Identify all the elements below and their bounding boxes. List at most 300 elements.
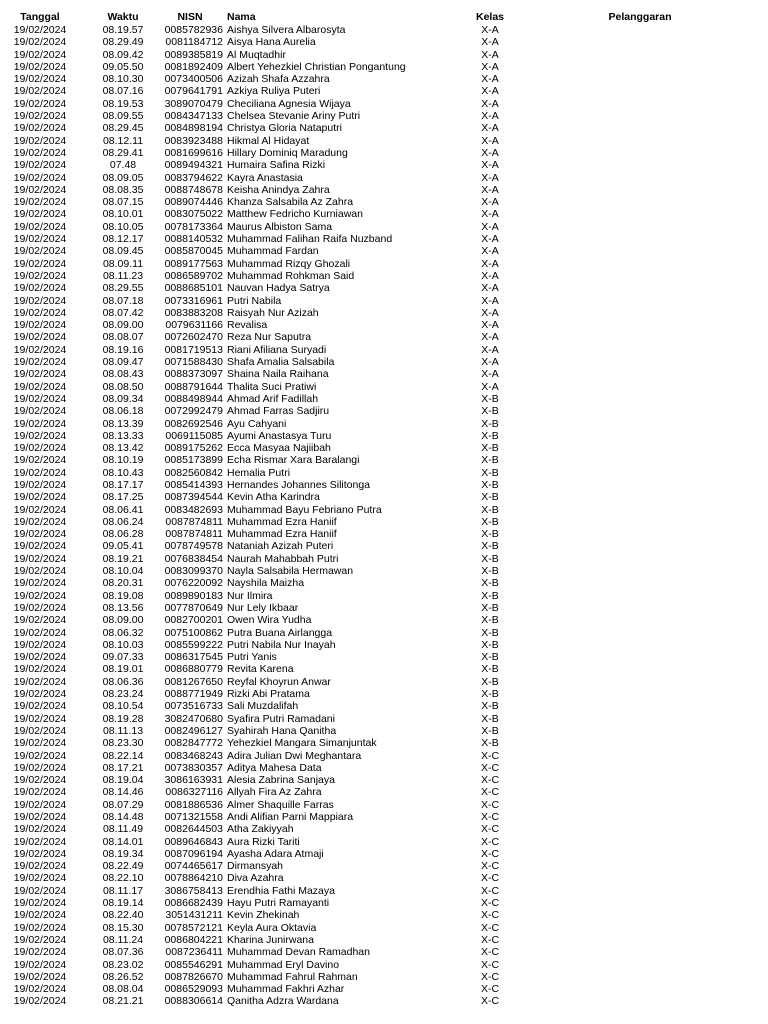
- cell-nama: Hillary Dominiq Maradung: [227, 146, 348, 159]
- table-row: [0, 651, 768, 663]
- cell-waktu: 08.22.49: [102, 860, 144, 873]
- cell-kelas: X-C: [480, 958, 500, 971]
- cell-waktu: 08.07.42: [102, 306, 144, 319]
- cell-waktu: 08.19.08: [102, 589, 144, 602]
- cell-nisn: 0075100862: [164, 626, 223, 639]
- cell-nama: Allyah Fira Az Zahra: [227, 786, 322, 799]
- table-row: [0, 221, 768, 233]
- table-row: [0, 848, 768, 860]
- cell-waktu: 08.29.55: [102, 282, 144, 295]
- cell-tanggal: 19/02/2024: [13, 196, 67, 209]
- cell-kelas: X-C: [480, 860, 500, 873]
- cell-nama: Checiliana Agnesia Wijaya: [227, 97, 351, 110]
- cell-nama: Reza Nur Saputra: [227, 331, 312, 344]
- table-row: [0, 553, 768, 565]
- table-row: [0, 836, 768, 848]
- cell-tanggal: 19/02/2024: [13, 724, 67, 737]
- cell-kelas: X-A: [481, 294, 499, 307]
- cell-nisn: 0087874811: [165, 515, 223, 528]
- cell-waktu: 08.17.25: [102, 491, 144, 504]
- cell-kelas: X-B: [481, 601, 499, 614]
- table-row: [0, 208, 768, 220]
- cell-waktu: 08.09.05: [102, 171, 144, 184]
- cell-nama: Revalisa: [227, 319, 268, 332]
- cell-tanggal: 19/02/2024: [13, 24, 67, 36]
- cell-tanggal: 19/02/2024: [13, 245, 67, 258]
- cell-nisn: 0089074446: [164, 196, 223, 209]
- table-row: [0, 676, 768, 688]
- cell-waktu: 08.22.10: [102, 872, 144, 885]
- table-row: [0, 786, 768, 798]
- cell-nisn: 3082470680: [164, 712, 223, 725]
- cell-nisn: 0073316961: [164, 294, 223, 307]
- cell-waktu: 08.10.54: [102, 700, 144, 713]
- cell-tanggal: 19/02/2024: [13, 233, 67, 246]
- cell-tanggal: 19/02/2024: [13, 392, 67, 405]
- table-row: [0, 627, 768, 639]
- cell-nama: Kevin Atha Karindra: [227, 491, 320, 504]
- cell-nama: Nur Ilmira: [227, 589, 273, 602]
- cell-nama: Muhammad Ezra Haniif: [227, 515, 337, 528]
- cell-nisn: 0083468243: [164, 749, 223, 762]
- cell-nama: Azizah Shafa Azzahra: [227, 73, 330, 86]
- table-row: [0, 688, 768, 700]
- cell-nama: Owen Wira Yudha: [227, 614, 312, 627]
- cell-nisn: 0082847772: [164, 737, 223, 750]
- cell-waktu: 08.06.28: [102, 528, 144, 541]
- table-row: [0, 319, 768, 331]
- cell-nama: Muhammad Devan Ramadhan: [227, 946, 370, 959]
- cell-nama: Muhammad Rohkman Said: [227, 269, 355, 282]
- cell-waktu: 08.08.07: [102, 331, 144, 344]
- cell-tanggal: 19/02/2024: [13, 306, 67, 319]
- table-row: [0, 331, 768, 343]
- cell-kelas: X-A: [481, 282, 499, 295]
- cell-waktu: 08.08.35: [102, 183, 144, 196]
- column-header-waktu: Waktu: [107, 11, 139, 23]
- cell-kelas: X-C: [480, 933, 500, 946]
- cell-kelas: X-B: [481, 503, 499, 516]
- cell-tanggal: 19/02/2024: [13, 220, 67, 233]
- cell-nama: Ecca Masyaa Najiibah: [227, 442, 331, 455]
- cell-kelas: X-C: [480, 761, 500, 774]
- table-row: [0, 85, 768, 97]
- cell-nisn: 0069115085: [165, 429, 223, 442]
- cell-kelas: X-C: [480, 835, 500, 848]
- cell-kelas: X-C: [480, 786, 500, 799]
- cell-waktu: 08.09.34: [102, 392, 144, 405]
- cell-nisn: 0077870649: [164, 601, 223, 614]
- cell-kelas: X-A: [481, 343, 499, 356]
- cell-waktu: 08.20.31: [102, 577, 144, 590]
- cell-tanggal: 19/02/2024: [13, 429, 67, 442]
- cell-tanggal: 19/02/2024: [13, 73, 67, 86]
- cell-waktu: 08.07.16: [102, 85, 144, 98]
- table-row: [0, 860, 768, 872]
- cell-nama: Christya Gloria Nataputri: [227, 122, 342, 135]
- cell-tanggal: 19/02/2024: [13, 528, 67, 541]
- table-body: [0, 24, 768, 1008]
- cell-kelas: X-A: [481, 97, 499, 110]
- cell-tanggal: 19/02/2024: [13, 380, 67, 393]
- cell-nama: Humaira Safina Rizki: [227, 159, 326, 172]
- cell-tanggal: 19/02/2024: [13, 860, 67, 873]
- cell-kelas: X-C: [480, 847, 500, 860]
- cell-tanggal: 19/02/2024: [13, 651, 67, 664]
- cell-kelas: X-B: [481, 515, 499, 528]
- cell-nama: Qanitha Adzra Wardana: [227, 995, 339, 1008]
- cell-nisn: 0082692546: [164, 417, 223, 430]
- cell-kelas: X-B: [481, 663, 499, 676]
- cell-waktu: 08.23.30: [102, 737, 144, 750]
- cell-tanggal: 19/02/2024: [13, 282, 67, 295]
- cell-nama: Kharina Junirwana: [227, 933, 314, 946]
- cell-nisn: 0089175262: [164, 442, 223, 455]
- cell-tanggal: 19/02/2024: [13, 331, 67, 344]
- cell-tanggal: 19/02/2024: [13, 675, 67, 688]
- cell-tanggal: 19/02/2024: [13, 368, 67, 381]
- cell-nama: Echa Rismar Xara Baralangi: [227, 454, 360, 467]
- cell-tanggal: 19/02/2024: [13, 36, 67, 49]
- cell-tanggal: 19/02/2024: [13, 269, 67, 282]
- cell-kelas: X-B: [481, 454, 499, 467]
- table-row: [0, 172, 768, 184]
- cell-nisn: 0082700201: [164, 614, 223, 627]
- cell-nisn: 0088373097: [164, 368, 223, 381]
- cell-waktu: 08.06.36: [102, 675, 144, 688]
- cell-waktu: 08.11.23: [102, 269, 144, 282]
- cell-nisn: 0083923488: [164, 134, 223, 147]
- cell-nama: Almer Shaquille Farras: [227, 798, 334, 811]
- cell-waktu: 08.19.34: [102, 847, 144, 860]
- table-row: [0, 737, 768, 749]
- cell-kelas: X-B: [481, 442, 499, 455]
- cell-nisn: 0083883208: [164, 306, 223, 319]
- cell-kelas: X-A: [481, 48, 499, 61]
- cell-kelas: X-A: [481, 306, 499, 319]
- table-row: [0, 454, 768, 466]
- cell-nisn: 0087394544: [164, 491, 223, 504]
- table-row: [0, 946, 768, 958]
- cell-waktu: 08.07.29: [102, 798, 144, 811]
- cell-kelas: X-A: [481, 269, 499, 282]
- cell-kelas: X-C: [480, 921, 500, 934]
- cell-nisn: 0089494321: [164, 159, 223, 172]
- cell-kelas: X-A: [481, 380, 499, 393]
- cell-nama: Aditya Mahesa Data: [227, 761, 322, 774]
- cell-kelas: X-A: [481, 331, 499, 344]
- table-row: [0, 258, 768, 270]
- cell-nama: Aura Rizki Tariti: [227, 835, 300, 848]
- table-row: [0, 393, 768, 405]
- cell-kelas: X-B: [481, 589, 499, 602]
- cell-nama: Sali Muzdalifah: [227, 700, 299, 713]
- cell-waktu: 08.06.18: [102, 405, 144, 418]
- cell-waktu: 08.17.17: [102, 478, 144, 491]
- cell-kelas: X-A: [481, 122, 499, 135]
- cell-tanggal: 19/02/2024: [13, 491, 67, 504]
- table-row: [0, 725, 768, 737]
- cell-nisn: 0088306614: [164, 995, 223, 1008]
- cell-nama: Hayu Putri Ramayanti: [227, 897, 330, 910]
- cell-waktu: 08.19.21: [102, 552, 144, 565]
- cell-kelas: X-B: [481, 737, 499, 750]
- cell-tanggal: 19/02/2024: [13, 208, 67, 221]
- cell-kelas: X-B: [481, 429, 499, 442]
- cell-waktu: 08.19.04: [102, 774, 144, 787]
- cell-nisn: 0078173364: [164, 220, 223, 233]
- cell-nama: Aisya Hana Aurelia: [227, 36, 316, 49]
- cell-tanggal: 19/02/2024: [13, 700, 67, 713]
- table-row: [0, 344, 768, 356]
- cell-nisn: 0078572121: [164, 921, 223, 934]
- cell-kelas: X-B: [481, 478, 499, 491]
- table-row: [0, 147, 768, 159]
- cell-tanggal: 19/02/2024: [13, 405, 67, 418]
- cell-kelas: X-C: [480, 774, 500, 787]
- cell-kelas: X-B: [481, 638, 499, 651]
- cell-nisn: 0083075022: [164, 208, 223, 221]
- cell-tanggal: 19/02/2024: [13, 319, 67, 332]
- cell-kelas: X-A: [481, 85, 499, 98]
- table-row: [0, 971, 768, 983]
- cell-kelas: X-B: [481, 540, 499, 553]
- table-row: [0, 885, 768, 897]
- cell-tanggal: 19/02/2024: [13, 614, 67, 627]
- cell-tanggal: 19/02/2024: [13, 884, 67, 897]
- cell-nisn: 0072602470: [164, 331, 223, 344]
- cell-kelas: X-B: [481, 724, 499, 737]
- cell-waktu: 08.23.24: [102, 688, 144, 701]
- cell-waktu: 08.13.33: [102, 429, 144, 442]
- cell-nama: Muhammad Rizqy Ghozali: [227, 257, 351, 270]
- cell-nisn: 0082496127: [164, 724, 223, 737]
- cell-nisn: 0073830357: [164, 761, 223, 774]
- table-row: [0, 430, 768, 442]
- cell-nama: Khanza Salsabila Az Zahra: [227, 196, 354, 209]
- cell-nisn: 0085173899: [164, 454, 223, 467]
- cell-tanggal: 19/02/2024: [13, 601, 67, 614]
- cell-waktu: 08.06.24: [102, 515, 144, 528]
- cell-kelas: X-A: [481, 183, 499, 196]
- cell-nisn: 0076220092: [164, 577, 223, 590]
- cell-kelas: X-A: [481, 110, 499, 123]
- column-header-tanggal: Tanggal: [20, 11, 60, 23]
- cell-waktu: 08.19.16: [102, 343, 144, 356]
- cell-nisn: 0086804221: [164, 933, 223, 946]
- cell-waktu: 08.06.32: [102, 626, 144, 639]
- table-row: [0, 36, 768, 48]
- cell-tanggal: 19/02/2024: [13, 995, 67, 1008]
- cell-tanggal: 19/02/2024: [13, 909, 67, 922]
- cell-waktu: 08.19.14: [102, 897, 144, 910]
- cell-nisn: 0083482693: [164, 503, 223, 516]
- cell-tanggal: 19/02/2024: [13, 786, 67, 799]
- cell-kelas: X-C: [480, 946, 500, 959]
- column-header-nama: Nama: [227, 11, 256, 23]
- cell-waktu: 08.09.11: [102, 257, 144, 270]
- cell-nama: Muhammad Fardan: [227, 245, 319, 258]
- cell-nisn: 0088140532: [164, 233, 223, 246]
- cell-kelas: X-C: [480, 909, 500, 922]
- cell-nama: Kayra Anastasia: [227, 171, 303, 184]
- cell-tanggal: 19/02/2024: [13, 774, 67, 787]
- table-row: [0, 909, 768, 921]
- cell-waktu: 08.23.02: [102, 958, 144, 971]
- cell-waktu: 08.29.49: [102, 36, 144, 49]
- cell-kelas: X-A: [481, 208, 499, 221]
- table-row: [0, 307, 768, 319]
- cell-nisn: 0078864210: [164, 872, 223, 885]
- cell-tanggal: 19/02/2024: [13, 872, 67, 885]
- cell-nisn: 0089890183: [164, 589, 223, 602]
- cell-tanggal: 19/02/2024: [13, 540, 67, 553]
- table-row: [0, 184, 768, 196]
- table-row: [0, 995, 768, 1007]
- cell-nisn: 0074465617: [164, 860, 223, 873]
- table-row: [0, 245, 768, 257]
- cell-kelas: X-B: [481, 552, 499, 565]
- table-row: [0, 528, 768, 540]
- cell-waktu: 08.13.42: [102, 442, 144, 455]
- column-header-nisn: NISN: [177, 11, 203, 23]
- cell-nama: Reyfal Khoyrun Anwar: [227, 675, 331, 688]
- cell-nama: Syahirah Hana Qanitha: [227, 724, 337, 737]
- cell-nama: Adira Julian Dwi Meghantara: [227, 749, 362, 762]
- cell-waktu: 08.11.17: [102, 884, 144, 897]
- table-row: [0, 73, 768, 85]
- cell-nama: Hikmal Al Hidayat: [227, 134, 310, 147]
- table-row: [0, 381, 768, 393]
- cell-tanggal: 19/02/2024: [13, 478, 67, 491]
- cell-nisn: 0087096194: [164, 847, 223, 860]
- cell-waktu: 08.17.21: [102, 761, 144, 774]
- cell-kelas: X-C: [480, 798, 500, 811]
- table-row: [0, 823, 768, 835]
- cell-kelas: X-B: [481, 712, 499, 725]
- cell-nama: Azkiya Ruliya Puteri: [227, 85, 321, 98]
- cell-nama: Yehezkiel Mangara Simanjuntak: [227, 737, 377, 750]
- cell-nama: Diva Azahra: [227, 872, 284, 885]
- cell-nama: Raisyah Nur Azizah: [227, 306, 319, 319]
- cell-nisn: 0086880779: [164, 663, 223, 676]
- cell-kelas: X-B: [481, 577, 499, 590]
- cell-nisn: 0088771949: [164, 688, 223, 701]
- cell-nisn: 0089646843: [164, 835, 223, 848]
- table-row: [0, 135, 768, 147]
- cell-tanggal: 19/02/2024: [13, 933, 67, 946]
- table-row: [0, 61, 768, 73]
- cell-nisn: 0085546291: [164, 958, 223, 971]
- attendance-sheet: [0, 10, 768, 1008]
- cell-waktu: 08.07.36: [102, 946, 144, 959]
- cell-tanggal: 19/02/2024: [13, 737, 67, 750]
- cell-waktu: 08.09.00: [102, 614, 144, 627]
- table-row: [0, 491, 768, 503]
- cell-nama: Putri Nabila Nur Inayah: [227, 638, 336, 651]
- cell-tanggal: 19/02/2024: [13, 343, 67, 356]
- cell-nisn: 0088791644: [164, 380, 223, 393]
- cell-waktu: 08.11.24: [102, 933, 144, 946]
- cell-waktu: 08.09.00: [102, 319, 144, 332]
- cell-tanggal: 19/02/2024: [13, 663, 67, 676]
- cell-waktu: 08.09.55: [102, 110, 144, 123]
- cell-nisn: 0084347133: [164, 110, 223, 123]
- cell-waktu: 08.19.01: [102, 663, 144, 676]
- cell-nama: Shafa Amalia Salsabila: [227, 356, 335, 369]
- cell-waktu: 08.07.15: [102, 196, 144, 209]
- cell-kelas: X-A: [481, 257, 499, 270]
- cell-nama: Nayla Salsabila Hermawan: [227, 565, 354, 578]
- cell-waktu: 08.14.46: [102, 786, 144, 799]
- cell-waktu: 08.10.43: [102, 466, 144, 479]
- cell-nisn: 0084898194: [164, 122, 223, 135]
- cell-waktu: 08.19.28: [102, 712, 144, 725]
- cell-waktu: 08.12.11: [102, 134, 144, 147]
- cell-tanggal: 19/02/2024: [13, 958, 67, 971]
- cell-tanggal: 19/02/2024: [13, 565, 67, 578]
- cell-kelas: X-C: [480, 872, 500, 885]
- cell-nama: Keisha Anindya Zahra: [227, 183, 330, 196]
- cell-kelas: X-B: [481, 528, 499, 541]
- cell-kelas: X-B: [481, 651, 499, 664]
- cell-waktu: 08.14.48: [102, 811, 144, 823]
- cell-waktu: 08.11.49: [102, 823, 144, 836]
- cell-waktu: 08.09.47: [102, 356, 144, 369]
- table-row: [0, 49, 768, 61]
- table-row: [0, 122, 768, 134]
- cell-nama: Nur Lely Ikbaar: [227, 601, 299, 614]
- table-row: [0, 233, 768, 245]
- cell-tanggal: 19/02/2024: [13, 823, 67, 836]
- cell-kelas: X-A: [481, 24, 499, 36]
- cell-tanggal: 19/02/2024: [13, 171, 67, 184]
- cell-nama: Hernandes Johannes Silitonga: [227, 478, 371, 491]
- cell-nama: Muhammad Fakhri Azhar: [227, 983, 345, 996]
- cell-waktu: 08.12.17: [102, 233, 144, 246]
- cell-waktu: 08.15.30: [102, 921, 144, 934]
- cell-nisn: 0083099370: [164, 565, 223, 578]
- cell-nisn: 0083794622: [164, 171, 223, 184]
- cell-nisn: 0088685101: [164, 282, 223, 295]
- cell-kelas: X-A: [481, 245, 499, 258]
- cell-nisn: 0086317545: [164, 651, 223, 664]
- cell-nisn: 0089385819: [164, 48, 223, 61]
- cell-nama: Andi Alifian Parni Mappiara: [227, 811, 354, 823]
- cell-waktu: 08.26.52: [102, 970, 144, 983]
- table-row: [0, 565, 768, 577]
- cell-kelas: X-C: [480, 884, 500, 897]
- cell-tanggal: 19/02/2024: [13, 134, 67, 147]
- cell-tanggal: 19/02/2024: [13, 638, 67, 651]
- cell-nama: Chelsea Stevanie Ariny Putri: [227, 110, 361, 123]
- cell-waktu: 08.19.57: [102, 24, 144, 36]
- cell-nisn: 0082644503: [164, 823, 223, 836]
- cell-nisn: 0079641791: [164, 85, 223, 98]
- cell-tanggal: 19/02/2024: [13, 577, 67, 590]
- table-row: [0, 159, 768, 171]
- cell-kelas: X-A: [481, 134, 499, 147]
- cell-kelas: X-C: [480, 749, 500, 762]
- cell-tanggal: 19/02/2024: [13, 811, 67, 823]
- cell-nama: Albert Yehezkiel Christian Pongantung: [227, 60, 406, 73]
- cell-nisn: 0081886536: [164, 798, 223, 811]
- cell-kelas: X-C: [480, 970, 500, 983]
- cell-nama: Putri Nabila: [227, 294, 282, 307]
- cell-nisn: 0081892409: [164, 60, 223, 73]
- cell-kelas: X-B: [481, 466, 499, 479]
- cell-nama: Matthew Fedricho Kurniawan: [227, 208, 363, 221]
